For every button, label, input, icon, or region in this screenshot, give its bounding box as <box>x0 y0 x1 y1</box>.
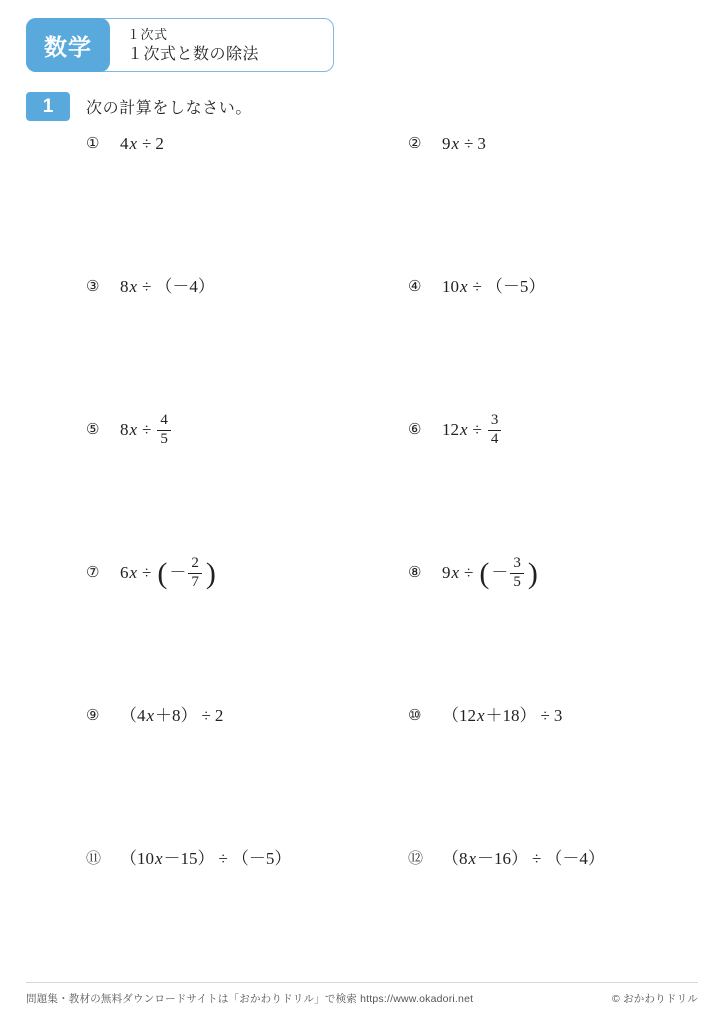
number: 8 <box>120 420 129 439</box>
problem-marker: ② <box>408 135 422 152</box>
footer-left-text: 問題集・教材の無料ダウンロードサイトは「おかわりドリル」で検索 https://www.okadori.net <box>26 993 474 1005</box>
problem-marker: ④ <box>408 278 422 295</box>
problem-expression <box>120 126 164 162</box>
number: （8 <box>442 849 468 868</box>
operator: ÷ <box>142 277 152 296</box>
number: －15） <box>163 849 215 868</box>
number: 2 <box>155 134 164 153</box>
problem-row <box>0 841 724 984</box>
problem-expression <box>442 412 503 448</box>
subject-badge: 数学 <box>26 18 110 72</box>
fraction-numerator: 4 <box>160 411 168 428</box>
problem-item <box>86 412 173 448</box>
operator: ÷ <box>142 134 152 153</box>
problem-expression <box>120 698 223 734</box>
problem-row <box>0 412 724 555</box>
problem-marker: ⑧ <box>408 564 422 581</box>
header-title-line1: １次式 <box>127 27 168 42</box>
operator: ÷ <box>464 563 474 582</box>
number: （－5） <box>485 277 546 296</box>
problem-expression <box>442 698 562 734</box>
number: －16） <box>477 849 529 868</box>
variable: x <box>129 420 138 439</box>
fraction-numerator: 2 <box>191 554 199 571</box>
problem-item <box>86 698 223 734</box>
problem-expression <box>442 126 486 162</box>
number: 12 <box>442 420 459 439</box>
problem-marker: ⑪ <box>86 850 102 867</box>
number: ＋8） <box>155 706 198 725</box>
number: （4 <box>120 706 146 725</box>
problem-item <box>86 126 164 162</box>
number: 10 <box>442 277 459 296</box>
fraction-denominator: 5 <box>510 573 524 591</box>
sign: － <box>169 563 187 582</box>
question-instruction: 次の計算をしなさい。 <box>86 100 253 117</box>
number: 3 <box>477 134 486 153</box>
problem-expression <box>120 269 215 305</box>
number: 2 <box>214 706 224 725</box>
variable: x <box>451 134 460 153</box>
problem-marker: ⑦ <box>86 564 100 581</box>
number: （－5） <box>231 849 292 868</box>
number: （－4） <box>155 277 215 296</box>
variable: x <box>451 563 460 582</box>
fraction-denominator: 7 <box>188 573 202 591</box>
fraction-numerator: 3 <box>513 554 521 571</box>
number: 9 <box>442 134 451 153</box>
fraction <box>157 413 171 448</box>
fraction <box>488 413 502 448</box>
problem-marker: ① <box>86 135 100 152</box>
variable: x <box>460 277 468 296</box>
operator: ÷ <box>464 134 474 153</box>
problem-row <box>0 698 724 841</box>
operator: ÷ <box>540 706 550 725</box>
problem-row <box>0 555 724 698</box>
number: 9 <box>442 563 451 582</box>
problem-row <box>0 126 724 269</box>
problem-item <box>86 841 291 877</box>
number: ＋18） <box>485 706 537 725</box>
operator: ÷ <box>142 420 152 439</box>
fraction-denominator: 5 <box>157 430 171 448</box>
problem-expression <box>442 841 605 877</box>
variable: x <box>460 420 468 439</box>
variable: x <box>129 277 138 296</box>
variable: x <box>146 706 155 725</box>
sign: － <box>491 563 509 582</box>
number: 8 <box>120 277 129 296</box>
operator: ÷ <box>472 420 482 439</box>
number: （－4） <box>545 849 605 868</box>
problem-marker: ⑨ <box>86 707 100 724</box>
header-title-line2: １次式と数の除法 <box>127 46 260 63</box>
number: （12 <box>442 706 476 725</box>
problem-row <box>0 269 724 412</box>
problem-expression <box>442 269 545 305</box>
fraction <box>510 556 524 591</box>
fraction-numerator: 3 <box>490 411 499 428</box>
problem-marker: ⑥ <box>408 421 422 438</box>
operator: ÷ <box>142 563 152 582</box>
variable: x <box>129 134 138 153</box>
operator: ÷ <box>472 277 482 296</box>
problem-marker: ⑤ <box>86 421 100 438</box>
problem-marker: ⑩ <box>408 707 422 724</box>
problem-grid <box>0 126 724 984</box>
fraction-denominator: 4 <box>488 430 502 448</box>
operator: ÷ <box>532 849 542 868</box>
operator: ÷ <box>201 706 211 725</box>
problem-expression <box>120 841 291 877</box>
problem-item <box>86 555 218 591</box>
worksheet-header <box>26 18 334 72</box>
operator: ÷ <box>218 849 228 868</box>
header-titles <box>127 25 259 66</box>
problem-item <box>408 698 562 734</box>
variable: x <box>477 706 485 725</box>
number: （10 <box>120 849 154 868</box>
problem-item <box>408 126 486 162</box>
footer-right-text: © おかわりドリル <box>612 993 698 1005</box>
problem-expression: 6 x ÷ ( － $\frac{2}{7}$ ) <box>120 554 216 590</box>
footer-divider <box>26 982 698 983</box>
problem-item <box>408 269 545 305</box>
fraction <box>188 556 202 591</box>
problem-item <box>408 555 540 591</box>
problem-expression <box>120 412 173 448</box>
variable: x <box>468 849 477 868</box>
problem-item <box>86 269 215 305</box>
number: 3 <box>553 706 563 725</box>
problem-marker: ⑫ <box>408 850 424 867</box>
problem-expression: 9 x ÷ ( － $\frac{3}{5}$ ) <box>442 554 538 590</box>
number: 4 <box>120 134 129 153</box>
problem-item <box>408 412 503 448</box>
problem-marker: ③ <box>86 278 100 295</box>
problem-item <box>408 841 605 877</box>
variable: x <box>155 849 163 868</box>
variable: x <box>129 563 138 582</box>
question-number-badge: 1 <box>26 92 70 121</box>
number: 6 <box>120 563 129 582</box>
